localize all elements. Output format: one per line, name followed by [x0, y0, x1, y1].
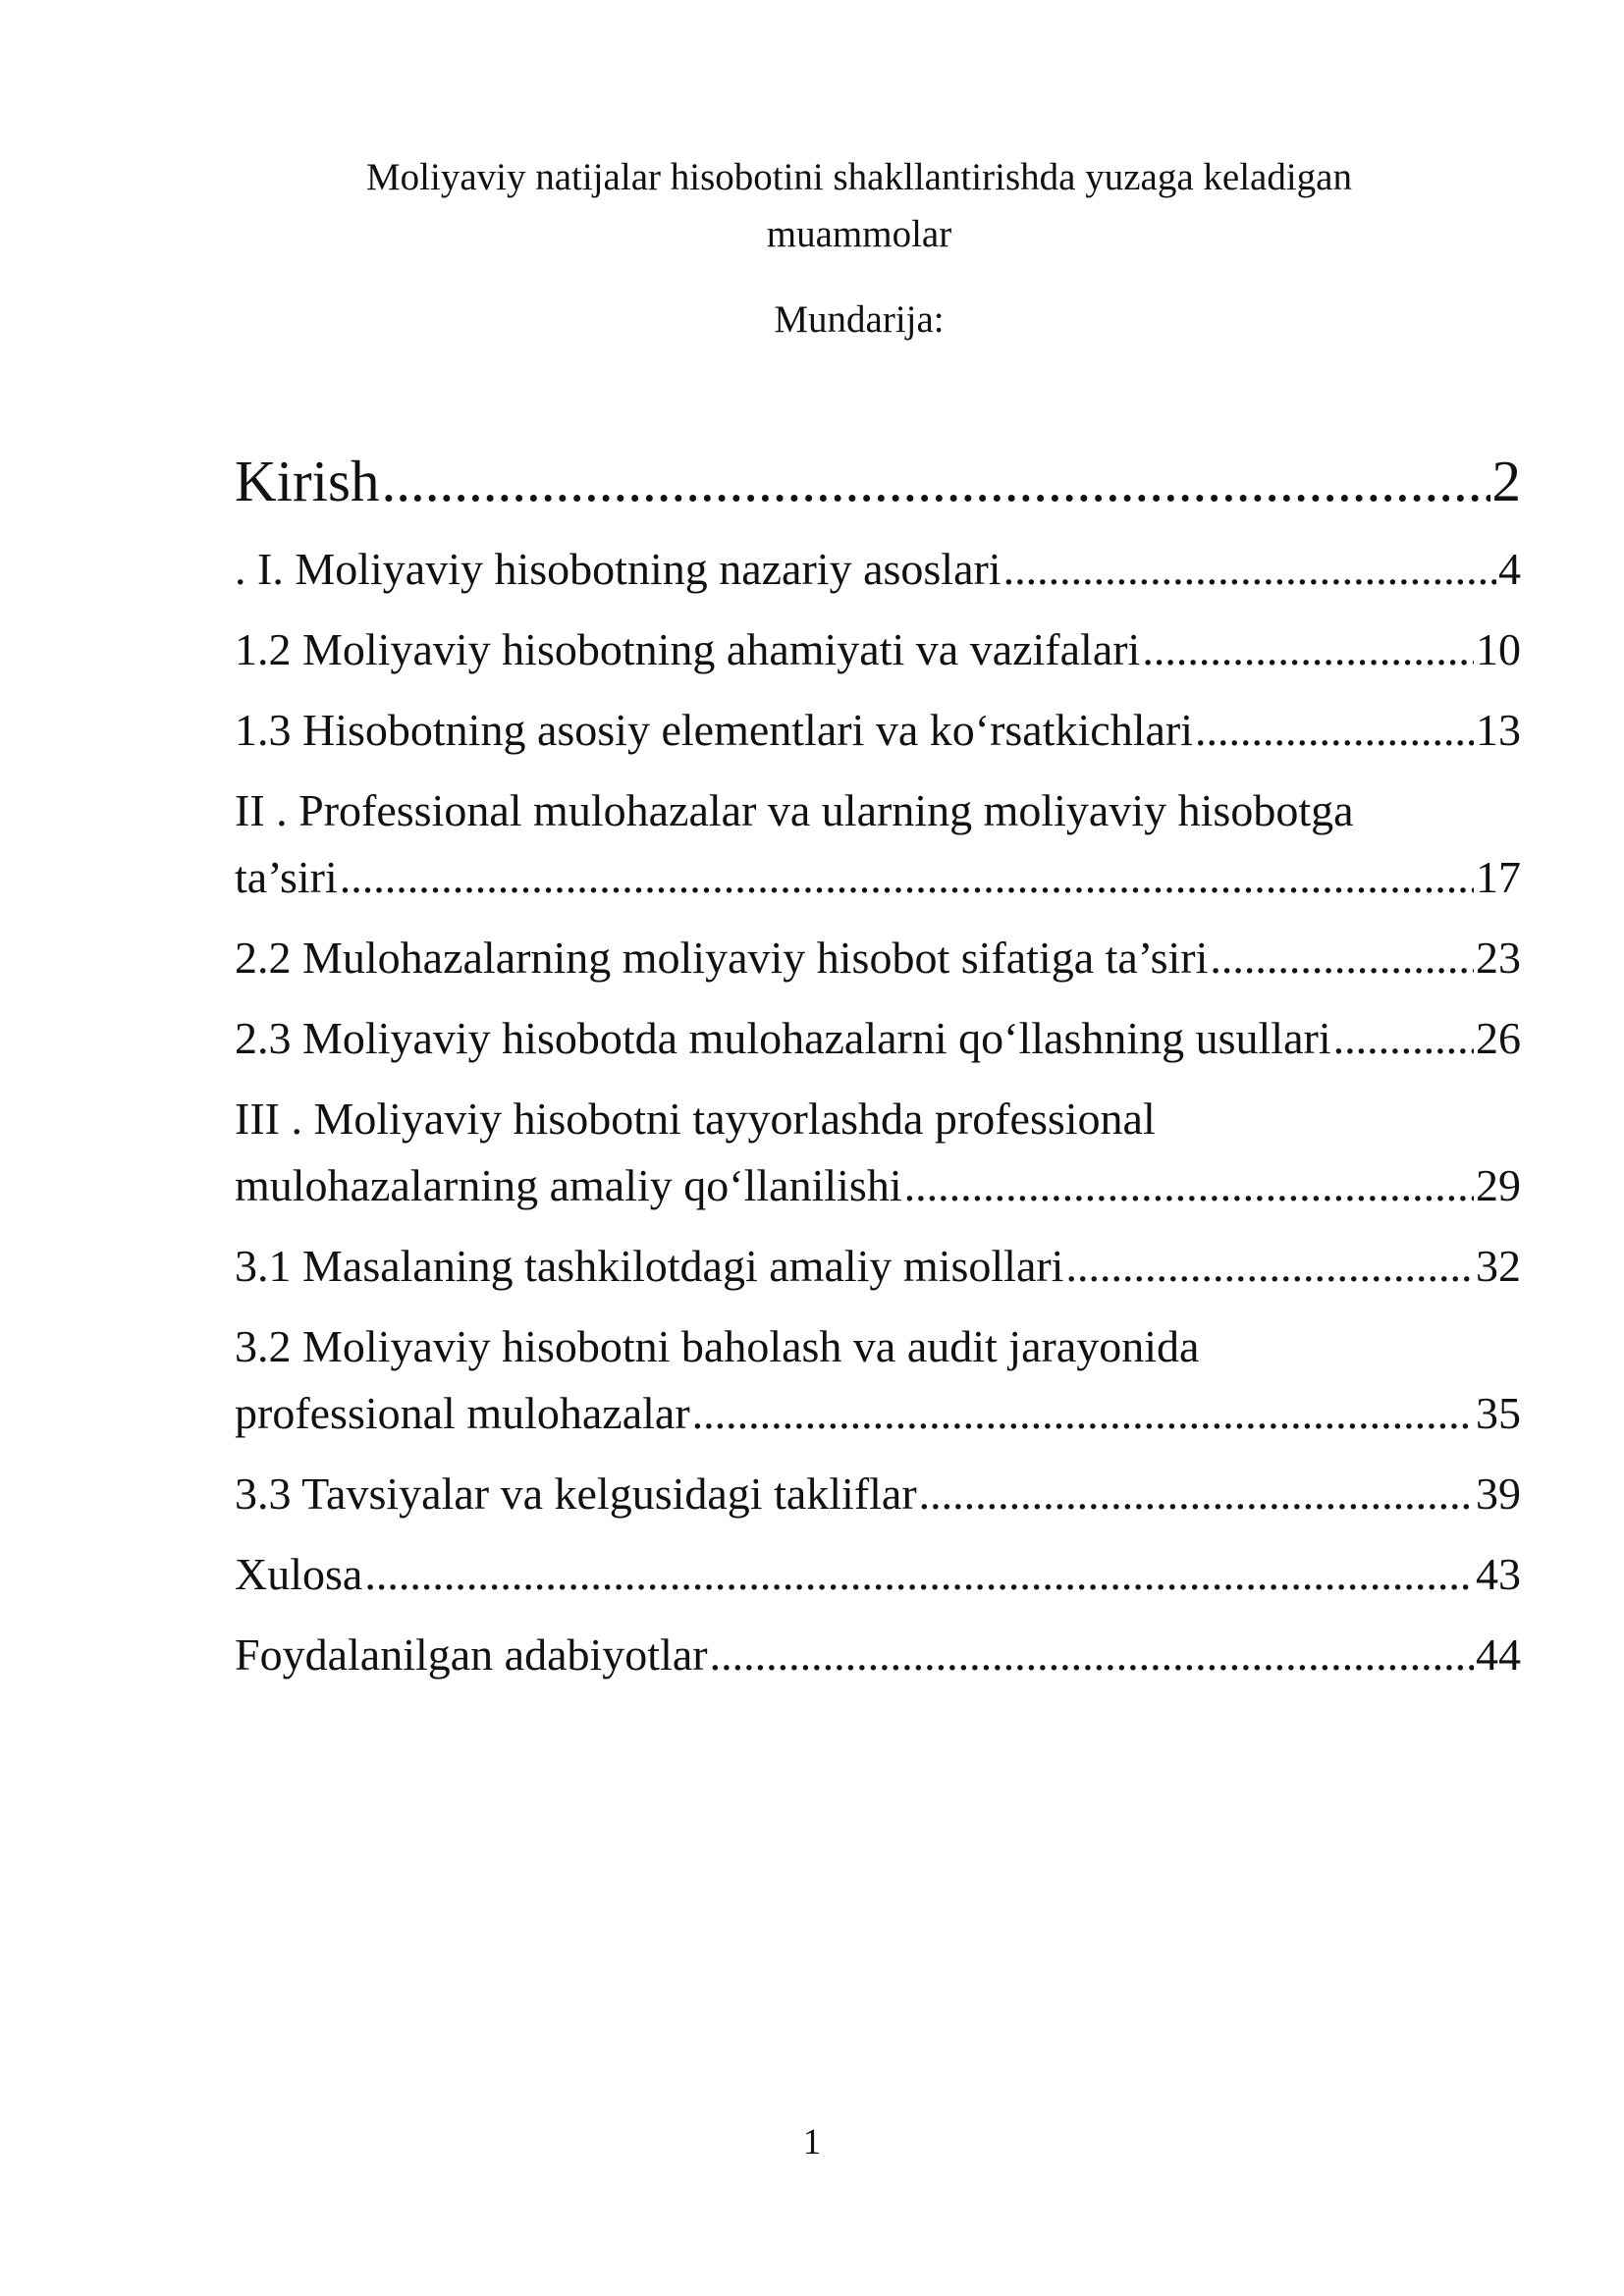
- toc-entry-label: mulohazalarning amaliy qo‘llanilishi: [235, 1160, 902, 1210]
- toc-entry-label: Foydalanilgan adabiyotlar: [235, 1629, 708, 1680]
- toc-entry-page: 10: [1476, 624, 1521, 674]
- toc-entry-label: 3.1 Masalaning tashkilotdagi amaliy misollari: [235, 1241, 1064, 1291]
- toc-entry-page: 32: [1476, 1241, 1521, 1291]
- toc-entry-page: 29: [1476, 1160, 1521, 1210]
- toc-leader-dots: [1142, 616, 1474, 683]
- toc-leader-dots: [692, 1380, 1474, 1447]
- toc-entry-2-line1[interactable]: [235, 777, 1521, 844]
- document-title: Moliyaviy natijalar hisobotini shakllantirishda yuzaga keladigan muammolar: [365, 156, 1352, 255]
- toc-leader-dots: [382, 442, 1490, 520]
- toc-entry-label: 1.3 Hisobotning asosiy elementlari va ko‘rsatkichlari: [235, 705, 1193, 755]
- toc-entry-label: II . Professional mulohazalar va ularning moliyaviy hisobotga: [235, 785, 1354, 835]
- toc-entry-label: 2.3 Moliyaviy hisobotda mulohazalarni qo‘llashning usullari: [235, 1013, 1331, 1063]
- toc-entry-page: 2: [1491, 449, 1521, 513]
- toc-entry-page: 43: [1476, 1549, 1521, 1599]
- toc-entry-label: ta’siri: [235, 852, 338, 902]
- toc-entry-label: professional mulohazalar: [235, 1388, 690, 1438]
- toc-entry-page: 26: [1476, 1013, 1521, 1063]
- toc-entry-label: . I. Moliyaviy hisobotning nazariy asoslari: [235, 544, 1001, 594]
- toc-entry-page: 4: [1498, 544, 1521, 594]
- toc-leader-dots: [340, 844, 1474, 911]
- toc-entry-3-3[interactable]: [235, 1461, 1521, 1527]
- toc-leader-dots: [1210, 925, 1474, 991]
- toc-entry-2-3[interactable]: [235, 1005, 1521, 1072]
- toc-entry-label: 3.3 Tavsiyalar va kelgusidagi takliflar: [235, 1468, 917, 1519]
- toc-entry-page: 23: [1476, 933, 1521, 983]
- toc-entry-3-1[interactable]: [235, 1233, 1521, 1300]
- toc-entry-1-3[interactable]: [235, 697, 1521, 764]
- toc-entry-page: 13: [1476, 705, 1521, 755]
- toc-entry-3-line2[interactable]: [235, 1152, 1521, 1219]
- toc-entry-2-2[interactable]: [235, 925, 1521, 991]
- toc-entry-2-line2[interactable]: [235, 844, 1521, 911]
- toc-entry-page: 17: [1476, 852, 1521, 902]
- toc-entry-3-2-line2[interactable]: [235, 1380, 1521, 1447]
- toc-leader-dots: [1065, 1233, 1474, 1300]
- toc-entry-label: Xulosa: [235, 1549, 363, 1599]
- toc-entry-label: 1.2 Moliyaviy hisobotning ahamiyati va vazifalari: [235, 624, 1141, 674]
- toc-entry-label: Kirish: [235, 449, 380, 513]
- toc-entry-3-2-line1[interactable]: [235, 1313, 1521, 1380]
- toc-leader-dots: [364, 1541, 1474, 1608]
- toc-leader-dots: [904, 1152, 1474, 1219]
- toc-entry-label: III . Moliyaviy hisobotni tayyorlashda professional: [235, 1094, 1156, 1144]
- toc-leader-dots: [1195, 697, 1474, 764]
- toc-entry-page: 44: [1476, 1629, 1521, 1680]
- toc-entry-label: 2.2 Mulohazalarning moliyaviy hisobot sifatiga ta’siri: [235, 933, 1209, 983]
- toc-entry-page: 35: [1476, 1388, 1521, 1438]
- toc-entry-page: 39: [1476, 1468, 1521, 1519]
- toc-entry-label: 3.2 Moliyaviy hisobotni baholash va audit jarayonida: [235, 1321, 1200, 1371]
- toc-leader-dots: [1003, 536, 1496, 603]
- toc-leader-dots: [710, 1622, 1474, 1688]
- toc-entry-adabiyotlar[interactable]: [235, 1622, 1521, 1688]
- toc-entry-kirish[interactable]: [235, 442, 1521, 520]
- toc-heading: Mundarija:: [774, 298, 945, 341]
- toc-leader-dots: [919, 1461, 1474, 1527]
- toc-entry-1[interactable]: [235, 536, 1521, 603]
- toc-entry-1-2[interactable]: [235, 616, 1521, 683]
- toc-leader-dots: [1333, 1005, 1474, 1072]
- page-number: 1: [802, 2122, 822, 2163]
- toc-entry-3-line1[interactable]: [235, 1086, 1521, 1152]
- toc-entry-xulosa[interactable]: [235, 1541, 1521, 1608]
